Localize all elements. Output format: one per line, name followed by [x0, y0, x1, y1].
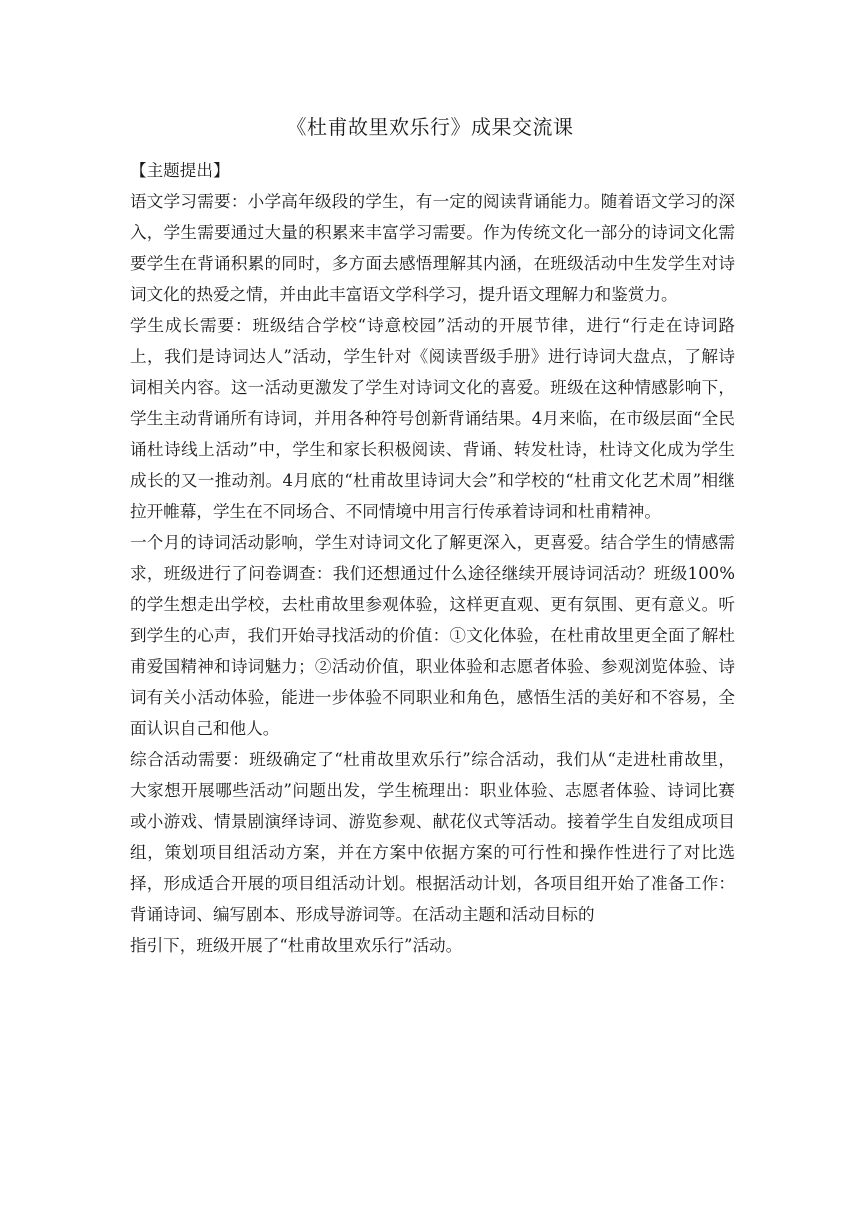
paragraph-integrated-activity: 综合活动需要：班级确定了“杜甫故里欢乐行”综合活动，我们从“走进杜甫故里，大家想开展哪些活动”问题出发，学生梳理出：职业体验、志愿者体验、诗词比赛或小游戏、情景剧演绎诗词、游览参观、献花仪式等活动。接着学生自发组成项目组，策划项目组活动方案，并在方案中依据方案的可行性和操作性进行了对比选择，形成适合开展的项目组活动计划。根据活动计划，各项目组开始了准备工作：背诵诗词、编写剧本、形成导游词等。在活动主题和活动目标的 [130, 750, 735, 924]
section-heading: 【主题提出】 [130, 161, 230, 180]
paragraph-language-learning: 语文学习需要：小学高年级段的学生，有一定的阅读背诵能力。随着语文学习的深入，学生需要通过大量的积累来丰富学习需要。作为传统文化一部分的诗词文化需要学生在背诵积累的同时，多方面去感悟理解其内涵，在班级活动中生发学生对诗词文化的热爱之情，并由此丰富语文学科学习，提升语文理解力和鉴赏力。 [130, 192, 735, 304]
document-body [130, 155, 735, 961]
document-title: 《杜甫故里欢乐行》成果交流课 [286, 115, 574, 139]
paragraph-student-growth: 学生成长需要：班级结合学校“诗意校园”活动的开展节律，进行“行走在诗词路上，我们是诗词达人”活动，学生针对《阅读晋级手册》进行诗词大盘点，了解诗词相关内容。这一活动更激发了学生对诗词文化的喜爱。班级在这种情感影响下，学生主动背诵所有诗词，并用各种符号创新背诵结果。4月来临，在市级层面“全民诵杜诗线上活动”中，学生和家长积极阅读、背诵、转发杜诗，杜诗文化成为学生成长的又一推动剂。4月底的“杜甫故里诗词大会”和学校的“杜甫文化艺术周”相继拉开帷幕，学生在不同场合、不同情境中用言行传承着诗词和杜甫精神。 [130, 316, 735, 521]
paragraph-closing-line: 指引下，班级开展了“杜甫故里欢乐行”活动。 [130, 936, 463, 955]
paragraph-survey: 一个月的诗词活动影响，学生对诗词文化了解更深入，更喜爱。结合学生的情感需求，班级进行了问卷调查：我们还想通过什么途径继续开展诗词活动？班级100%的学生想走出学校，去杜甫故里参观体验，这样更直观、更有氛围、更有意义。听到学生的心声，我们开始寻找活动的价值：①文化体验，在杜甫故里更全面了解杜甫爱国精神和诗词魅力；②活动价值，职业体验和志愿者体验、参观浏览体验、诗词有关小活动体验，能进一步体验不同职业和角色，感悟生活的美好和不容易，全面认识自己和他人。 [130, 533, 735, 738]
